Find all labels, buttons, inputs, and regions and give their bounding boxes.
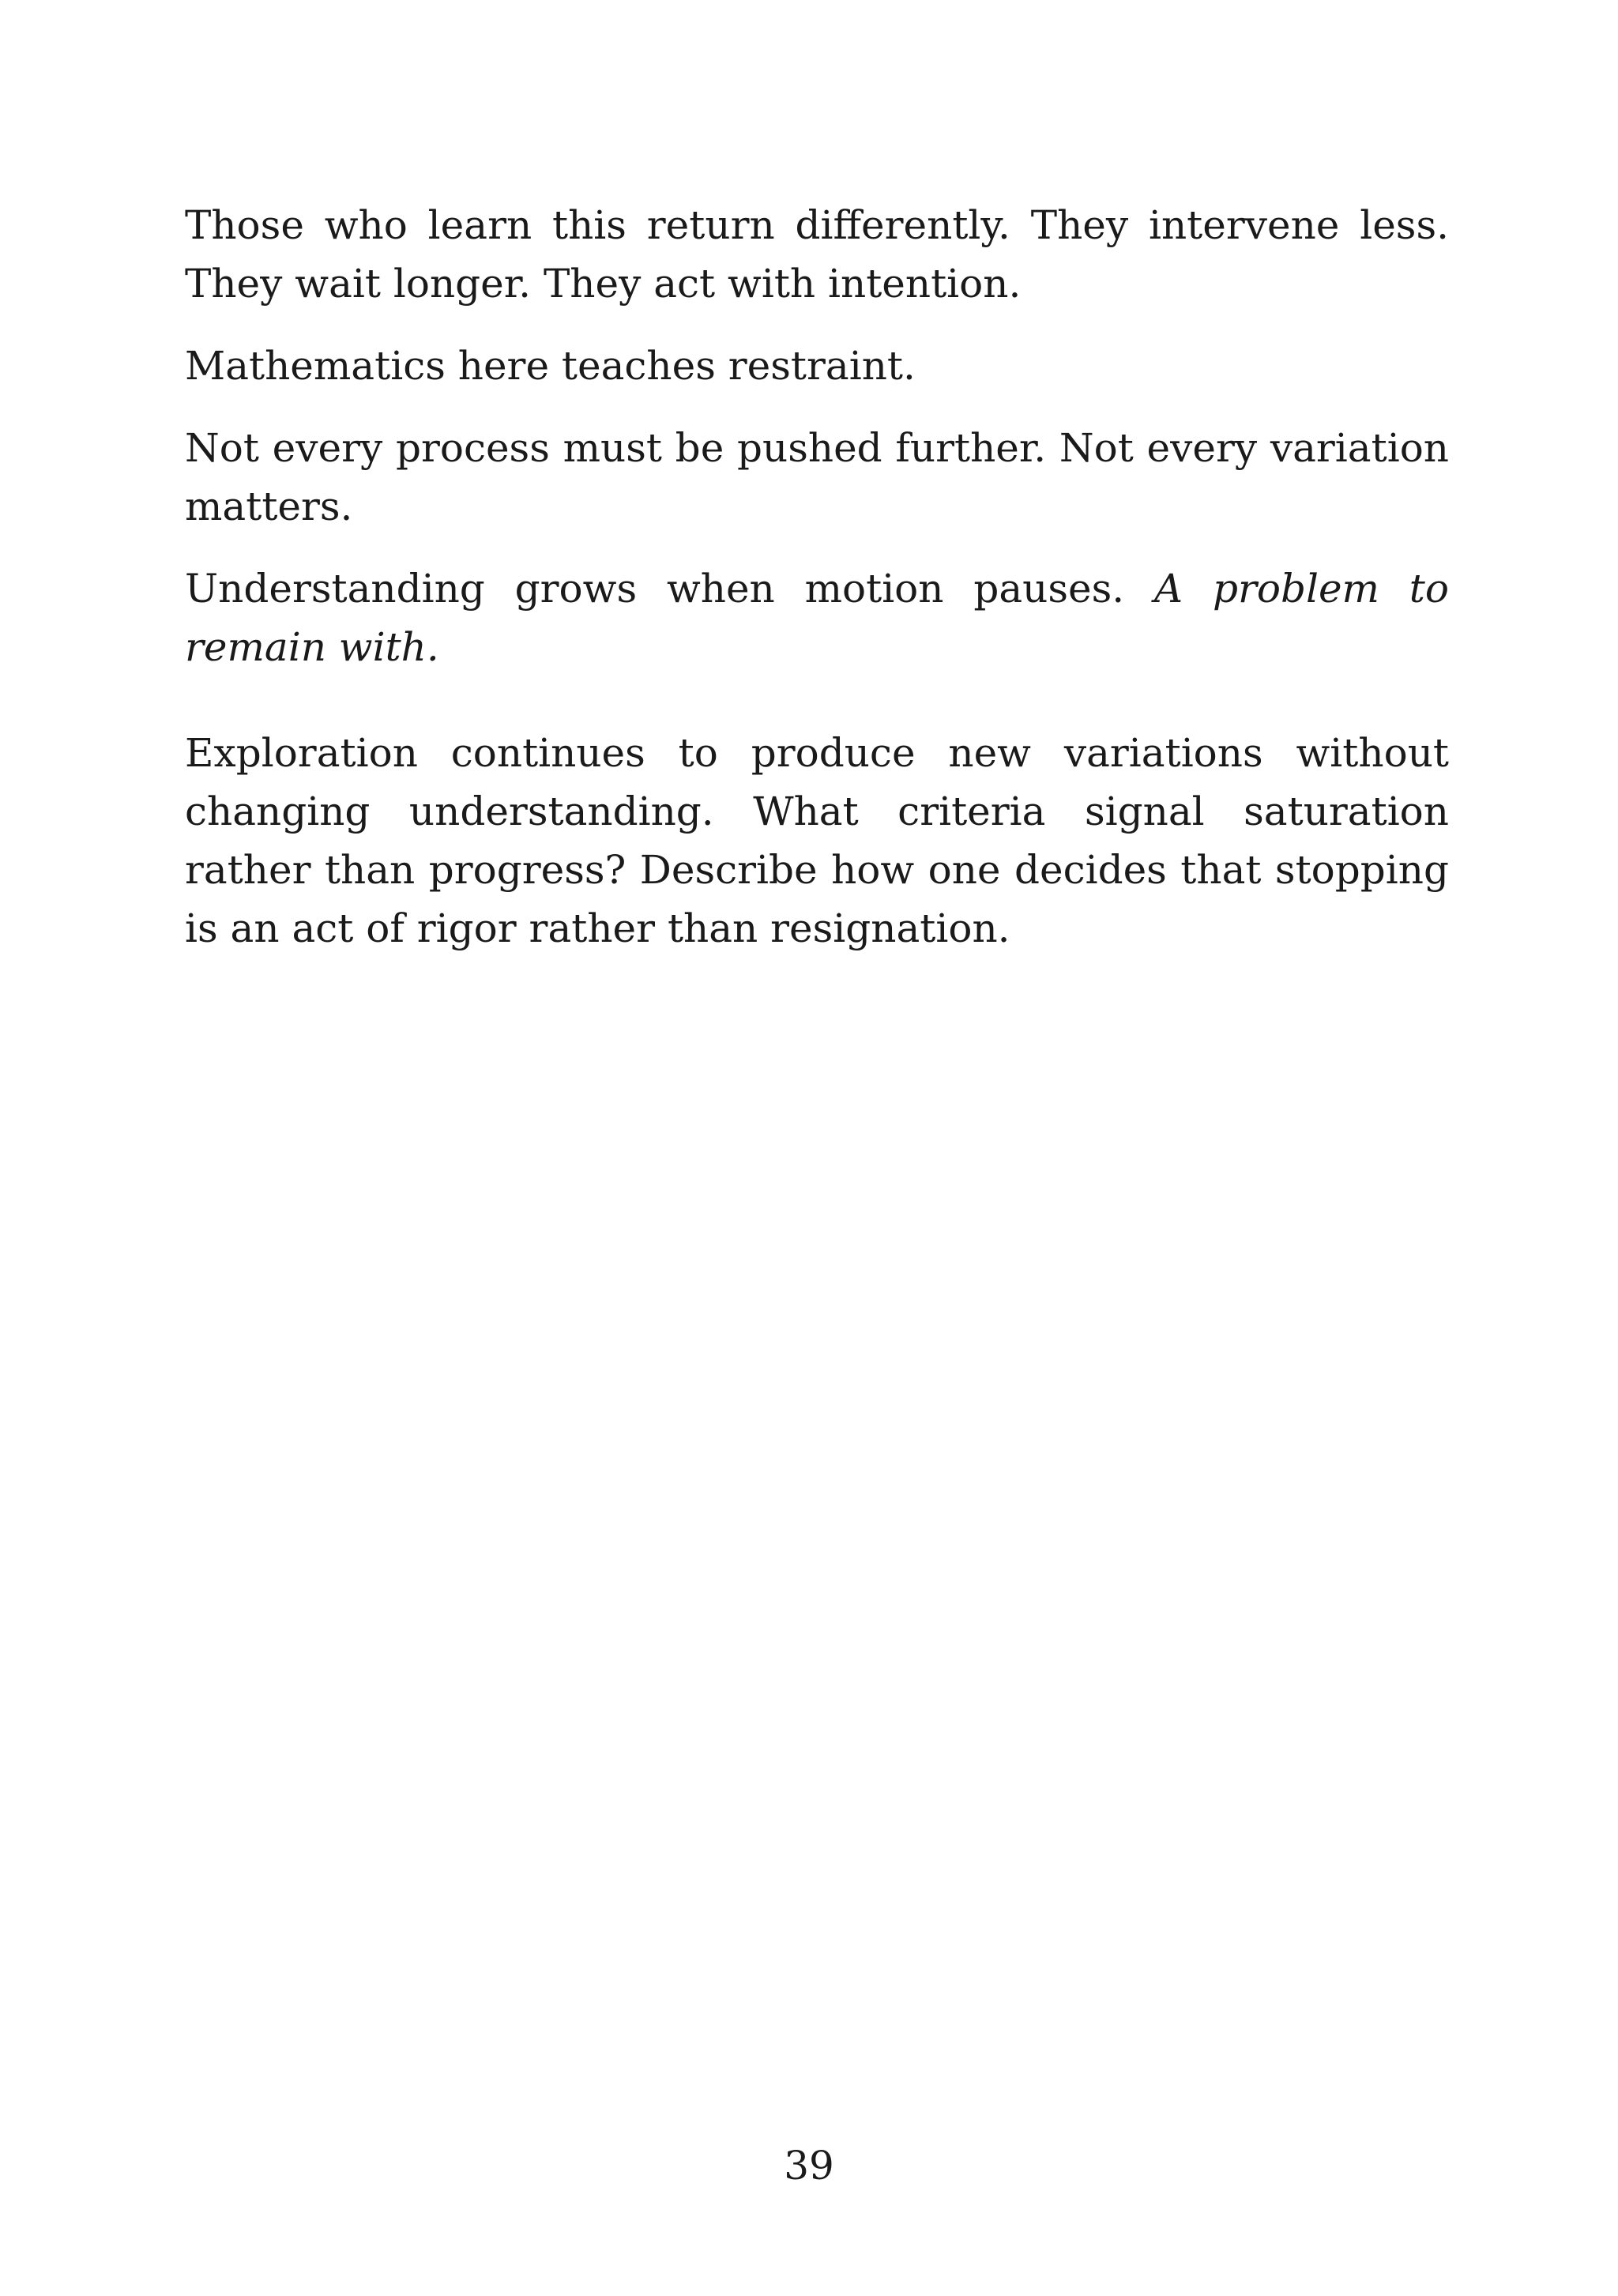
paragraph-understanding [185,559,1449,676]
problem-heading: A problem to remain with. [185,566,1449,670]
understanding-text: Understanding grows when motion pauses. [185,566,1125,612]
problem-text: Exploration continues to produce new variations without changing understanding. What criteria signal saturation rather than progress? Describe how one decides that stopping is an act of rigor rather than resignation. [185,730,1449,951]
paragraph-restraint: Mathematics here teaches restraint. [185,343,916,389]
page-number: 39 [784,2143,834,2189]
paragraph-variation: Not every process must be pushed further. Not every variation matters. [185,425,1449,529]
paragraph-intervene: Those who learn this return differently. They intervene less. They wait longer. They act with intention. [185,202,1449,307]
body-text [185,196,1449,981]
